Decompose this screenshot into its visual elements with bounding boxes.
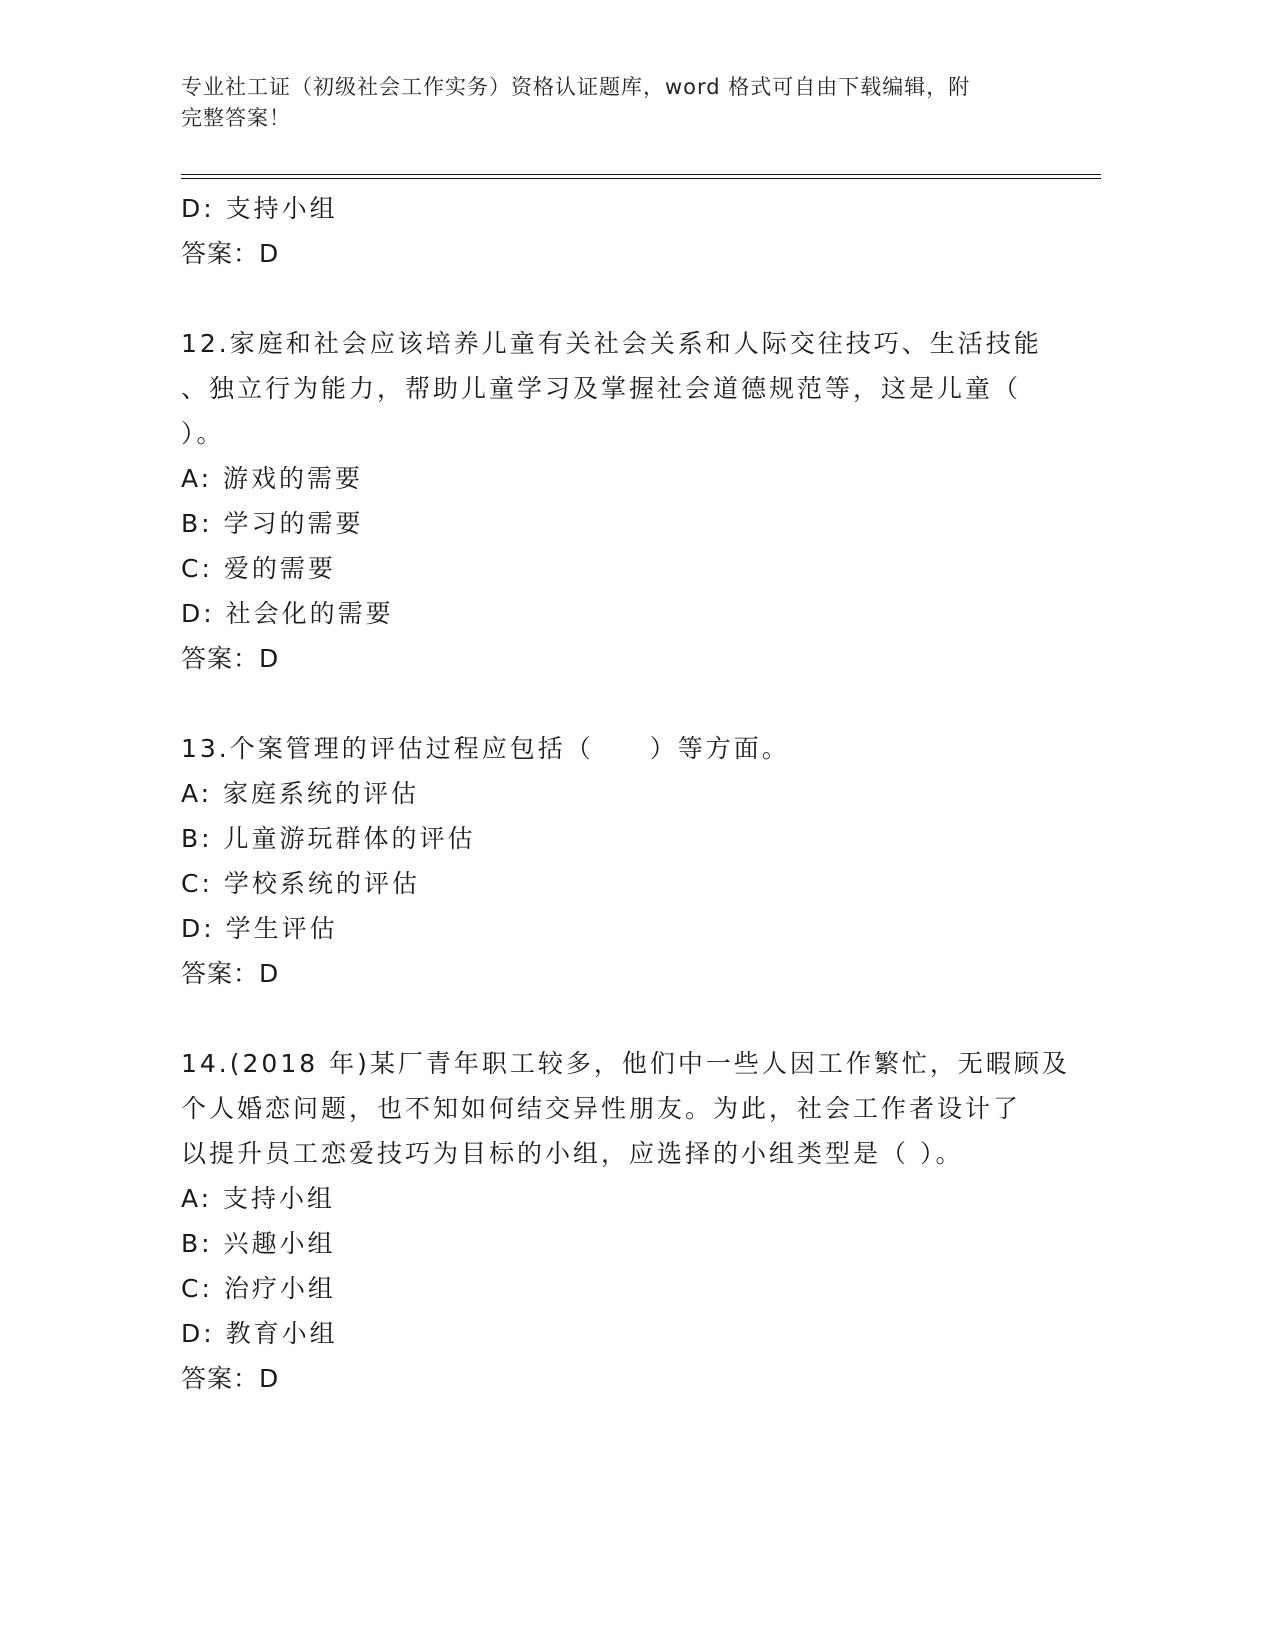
question-stem-line: 个人婚恋问题，也不知如何结交异性朋友。为此，社会工作者设计了 xyxy=(181,1094,1022,1123)
question-13 xyxy=(181,726,1061,996)
question-stem-line: ）。 xyxy=(181,419,225,448)
question-stem-line: 以提升员工恋爱技巧为目标的小组，应选择的小组类型是（ ）。 xyxy=(181,1139,964,1168)
option-b: B: 学习的需要 xyxy=(181,509,364,538)
option-c: C: 学校系统的评估 xyxy=(181,869,420,898)
option-d: D: 社会化的需要 xyxy=(181,599,394,628)
spacer xyxy=(181,276,1061,321)
header-line-1: 专业社工证（初级社会工作实务）资格认证题库，word 格式可自由下载编辑，附 xyxy=(181,75,971,99)
spacer xyxy=(181,996,1061,1041)
answer-line: 答案：D xyxy=(181,644,280,673)
question-stem-line: 14.(2018 年)某厂青年职工较多，他们中一些人因工作繁忙，无暇顾及 xyxy=(181,1049,1070,1078)
header-divider-bottom xyxy=(181,178,1101,179)
question-stem-line: 13.个案管理的评估过程应包括（ ）等方面。 xyxy=(181,734,790,763)
answer-line: 答案：D xyxy=(181,239,280,268)
option-b: B: 儿童游玩群体的评估 xyxy=(181,824,476,853)
answer-line: 答案：D xyxy=(181,1364,280,1393)
option-d: D: 教育小组 xyxy=(181,1319,338,1348)
header-divider-top xyxy=(181,174,1101,175)
option-d: D: 支持小组 xyxy=(181,194,338,223)
option-a: A: 家庭系统的评估 xyxy=(181,779,420,808)
answer-line: 答案：D xyxy=(181,959,280,988)
option-d: D: 学生评估 xyxy=(181,914,338,943)
option-c: C: 爱的需要 xyxy=(181,554,336,583)
question-12 xyxy=(181,321,1061,681)
header-line-2: 完整答案！ xyxy=(181,106,291,130)
question-14 xyxy=(181,1041,1070,1401)
option-c: C: 治疗小组 xyxy=(181,1274,336,1303)
spacer xyxy=(181,681,1061,726)
question-stem-line: 、独立行为能力，帮助儿童学习及掌握社会道德规范等，这是儿童（ xyxy=(181,374,1022,403)
option-a: A: 游戏的需要 xyxy=(181,464,364,493)
document-header xyxy=(181,72,1061,134)
option-a: A: 支持小组 xyxy=(181,1184,336,1213)
question-stem-line: 12.家庭和社会应该培养儿童有关社会关系和人际交往技巧、生活技能 xyxy=(181,329,1042,358)
question-content xyxy=(181,186,1070,1401)
option-b: B: 兴趣小组 xyxy=(181,1229,336,1258)
question-11-tail xyxy=(181,186,1061,276)
